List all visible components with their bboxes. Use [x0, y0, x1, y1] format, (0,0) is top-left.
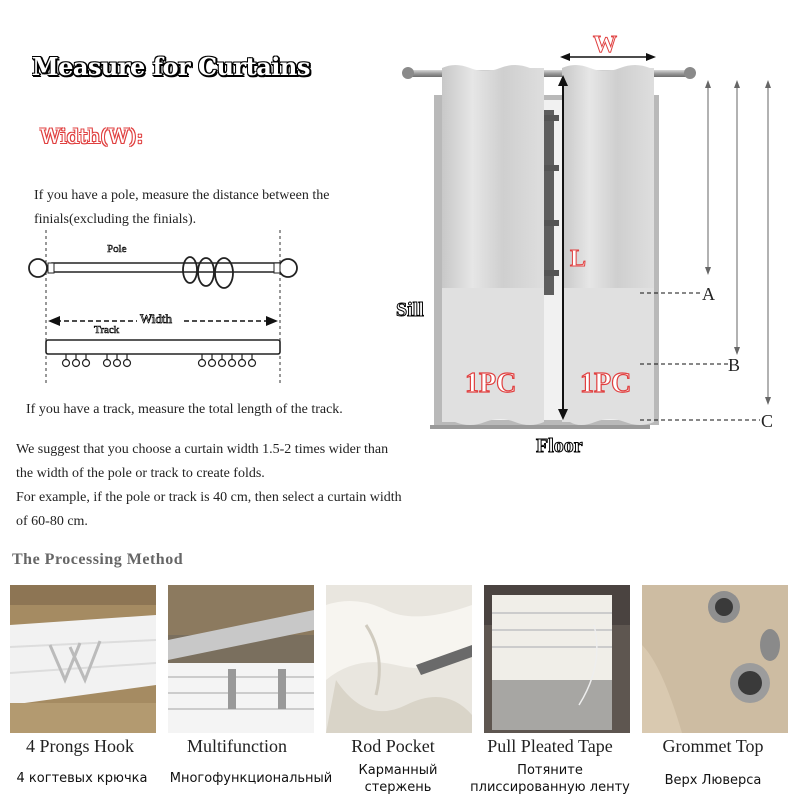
- processing-title: The Processing Method: [12, 551, 184, 568]
- method-image-prongs-hook: [10, 585, 156, 733]
- method-image-grommet: [642, 585, 788, 733]
- pole-instruction: If you have a pole, measure the distance between the finials(excluding the finials).: [34, 188, 330, 227]
- method-caption-ru: Верх Люверса: [664, 773, 762, 788]
- right-finial: [279, 259, 297, 277]
- w-arrow-right: [646, 53, 656, 61]
- b-label: B: [728, 355, 741, 375]
- right-curtain-bottom: [562, 288, 654, 425]
- method-caption: 4 Prongs Hook: [25, 736, 134, 756]
- track-label: Track: [94, 324, 120, 336]
- c-label: C: [761, 411, 774, 431]
- page-title: Measure for Curtains: [32, 52, 310, 81]
- track-runners: [63, 354, 256, 367]
- method-caption-ru: Многофункциональный: [169, 771, 333, 786]
- floor-line: [430, 425, 650, 429]
- width-heading: Width(W):: [40, 124, 144, 148]
- method-caption-ru: 4 когтевых крючка: [16, 771, 148, 786]
- w-label: W: [593, 32, 617, 58]
- w-arrow-left: [560, 53, 570, 61]
- curtain-measure-diagram: [390, 20, 790, 460]
- a-guide-bottom: [705, 267, 711, 275]
- right-panel-label: 1PC: [580, 368, 632, 399]
- pole-rod: [52, 263, 286, 272]
- c-guide-top: [765, 80, 771, 88]
- c-guide-bottom: [765, 397, 771, 405]
- pole-track-diagram: [22, 230, 302, 390]
- b-guide-bottom: [734, 347, 740, 355]
- left-panel-label: 1PC: [465, 368, 517, 399]
- method-caption: Grommet Top: [662, 736, 764, 756]
- example-text: For example, if the pole or track is 40 cm, then select a curtain width of 60-80 cm.: [16, 490, 402, 529]
- l-label: L: [570, 246, 587, 272]
- suggestion-text: We suggest that you choose a curtain width 1.5-2 times wider than the width of the pole or track to create folds.: [16, 442, 389, 481]
- left-bracket: [48, 263, 54, 273]
- track-bar: [46, 340, 280, 354]
- pole-label: Pole: [107, 243, 127, 255]
- method-caption-ru: Потяните плиссированную ленту: [470, 763, 630, 795]
- width-label: Width: [140, 311, 172, 326]
- left-curtain-bottom: [442, 288, 544, 425]
- left-finial: [29, 259, 47, 277]
- width-suggestion: [16, 438, 406, 534]
- a-label: A: [702, 284, 715, 304]
- method-image-pleated-tape: [484, 585, 630, 733]
- method-caption: Rod Pocket: [351, 736, 435, 756]
- method-image-rod-pocket: [326, 585, 472, 733]
- floor-label: Floor: [536, 435, 583, 457]
- sill-label: Sill: [396, 299, 424, 321]
- method-caption-ru: Карманный стержень: [358, 763, 438, 795]
- a-guide-top: [705, 80, 711, 88]
- width-arrow-right-head: [266, 316, 278, 326]
- method-caption: Multifunction: [187, 736, 287, 756]
- b-guide-top: [734, 80, 740, 88]
- method-image-multifunction: [168, 585, 314, 733]
- rod-right-finial: [684, 67, 696, 79]
- left-curtain-panel: [442, 65, 544, 288]
- right-bracket: [274, 263, 280, 273]
- track-instruction: If you have a track, measure the total length of the track.: [26, 402, 343, 417]
- rod-left-finial: [402, 67, 414, 79]
- method-caption: Pull Pleated Tape: [487, 736, 613, 756]
- width-arrow-left-head: [48, 316, 60, 326]
